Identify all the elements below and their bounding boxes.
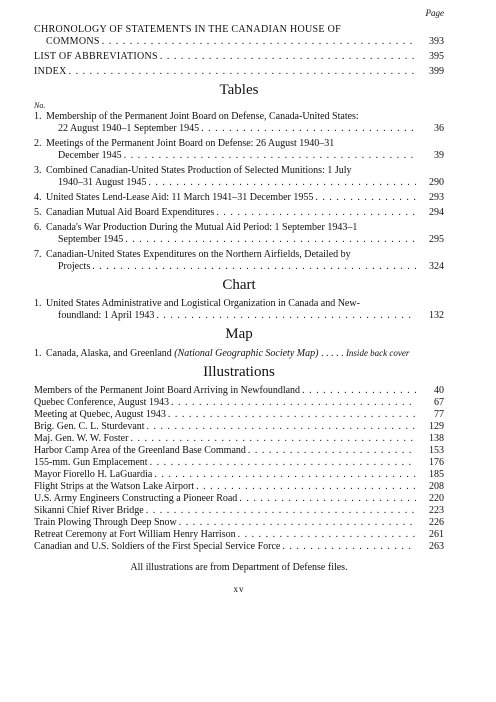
entry-page-number: 176 bbox=[429, 457, 444, 468]
entry-title-line2: 22 August 1940–1 September 1945 bbox=[58, 123, 200, 134]
entry-page-number: 77 bbox=[434, 409, 444, 420]
entry-number: 6. bbox=[34, 222, 42, 233]
entry-title-line2: COMMONS bbox=[46, 36, 100, 47]
entry-title-line1: Membership of the Permanent Joint Board on Defense, Canada-United States: bbox=[46, 111, 359, 122]
illustrations-list bbox=[34, 385, 444, 553]
entry-page-number: 395 bbox=[429, 51, 444, 62]
entry-page-number: 153 bbox=[429, 445, 444, 456]
entry-title: Quebec Conference, August 1943 bbox=[34, 397, 169, 408]
entry-page-number: 293 bbox=[429, 192, 444, 203]
entry-title: Flight Strips at the Watson Lake Airport bbox=[34, 481, 195, 492]
entry-number: 1. bbox=[34, 298, 42, 309]
entry-page-number: 294 bbox=[429, 207, 444, 218]
number-column-label: No. bbox=[34, 101, 46, 110]
page-folio: xv bbox=[233, 584, 245, 594]
entry-number: 1. bbox=[34, 111, 42, 122]
entry-title-line2: 1940–31 August 1945 bbox=[58, 177, 147, 188]
illustrations-source-note: All illustrations are from Department of Defense files. bbox=[130, 562, 348, 573]
entry-title: Canadian and U.S. Soldiers of the First Special Service Force bbox=[34, 541, 281, 552]
toc-entry-abbreviations bbox=[34, 51, 444, 63]
entry-number: 7. bbox=[34, 249, 42, 260]
entry-title-line2: Projects bbox=[58, 261, 91, 272]
entry-title: LIST OF ABBREVIATIONS bbox=[34, 51, 158, 62]
list-item bbox=[34, 421, 444, 433]
list-item bbox=[34, 529, 444, 541]
entry-title: Mayor Fiorello H. LaGuardia bbox=[34, 469, 153, 480]
map-entry-1 bbox=[34, 347, 444, 360]
entry-number: 1. bbox=[34, 348, 42, 359]
entry-page-number: 208 bbox=[429, 481, 444, 492]
list-item bbox=[34, 433, 444, 445]
table-entry-4 bbox=[34, 192, 444, 204]
entry-title: 155-mm. Gun Emplacement bbox=[34, 457, 148, 468]
entry-page-number: 223 bbox=[429, 505, 444, 516]
entry-title-line1: Canada's War Production During the Mutual Aid Period: 1 September 1943–1 bbox=[46, 222, 358, 233]
table-entry-7 bbox=[34, 249, 444, 273]
chart-entry-1 bbox=[34, 298, 444, 322]
entry-page-number: 295 bbox=[429, 234, 444, 245]
section-heading-tables: Tables bbox=[219, 82, 259, 98]
entry-page-number: 138 bbox=[429, 433, 444, 444]
entry-page-number: 261 bbox=[429, 529, 444, 540]
list-item bbox=[34, 481, 444, 493]
list-item bbox=[34, 493, 444, 505]
entry-title: Canadian Mutual Aid Board Expenditures bbox=[46, 207, 215, 218]
entry-title: Harbor Camp Area of the Greenland Base Command bbox=[34, 445, 246, 456]
section-heading-illustrations: Illustrations bbox=[203, 364, 275, 380]
list-item bbox=[34, 397, 444, 409]
entry-title: Brig. Gen. C. L. Sturdevant bbox=[34, 421, 145, 432]
entry-title: Meeting at Quebec, August 1943 bbox=[34, 409, 166, 420]
entry-page-number: 39 bbox=[434, 150, 444, 161]
section-heading-chart: Chart bbox=[222, 277, 256, 293]
entry-page-number: 220 bbox=[429, 493, 444, 504]
entry-number: 5. bbox=[34, 207, 42, 218]
entry-title-line1: Combined Canadian-United States Production of Selected Munitions: 1 July bbox=[46, 165, 352, 176]
entry-title: Retreat Ceremony at Fort William Henry Harrison bbox=[34, 529, 236, 540]
table-entry-5 bbox=[34, 207, 444, 219]
entry-page-number: 67 bbox=[434, 397, 444, 408]
page-column-header: Page bbox=[425, 8, 444, 18]
entry-page-location: Inside back cover bbox=[345, 348, 410, 358]
table-entry-1 bbox=[34, 111, 444, 135]
list-item bbox=[34, 385, 444, 397]
entry-page-number: 399 bbox=[429, 66, 444, 77]
entry-page-number: 290 bbox=[429, 177, 444, 188]
entry-title: Canada, Alaska, and Greenland bbox=[46, 348, 172, 359]
entry-page-number: 393 bbox=[429, 36, 444, 47]
entry-page-number: 185 bbox=[429, 469, 444, 480]
entry-page-number: 324 bbox=[429, 261, 444, 272]
entry-source: (National Geographic Society Map) bbox=[174, 348, 319, 359]
entry-leader: . . . . . bbox=[320, 348, 344, 359]
entry-title-line2: September 1945 bbox=[58, 234, 124, 245]
list-item bbox=[34, 457, 444, 469]
table-entry-2 bbox=[34, 138, 444, 162]
entry-title: Members of the Permanent Joint Board Arriving in Newfoundland bbox=[34, 385, 301, 396]
entry-number: 2. bbox=[34, 138, 42, 149]
section-heading-map: Map bbox=[225, 326, 253, 342]
entry-page-number: 263 bbox=[429, 541, 444, 552]
toc-entry-index bbox=[34, 66, 444, 78]
entry-number: 4. bbox=[34, 192, 42, 203]
entry-number: 3. bbox=[34, 165, 42, 176]
list-item bbox=[34, 517, 444, 529]
list-item bbox=[34, 469, 444, 481]
entry-page-number: 132 bbox=[429, 310, 444, 321]
entry-title-line2: December 1945 bbox=[58, 150, 122, 161]
entry-title-line2: foundland: 1 April 1943 bbox=[58, 310, 155, 321]
list-item bbox=[34, 409, 444, 421]
table-entry-3 bbox=[34, 165, 444, 189]
entry-title-line1: CHRONOLOGY OF STATEMENTS IN THE CANADIAN HOUSE OF bbox=[34, 24, 341, 35]
contents-page bbox=[34, 8, 444, 594]
entry-title-line1: United States Administrative and Logistical Organization in Canada and New- bbox=[46, 298, 360, 309]
table-entry-6 bbox=[34, 222, 444, 246]
entry-title: Maj. Gen. W. W. Foster bbox=[34, 433, 129, 444]
entry-page-number: 129 bbox=[429, 421, 444, 432]
toc-entry-chronology bbox=[34, 24, 444, 48]
entry-title: Train Plowing Through Deep Snow bbox=[34, 517, 177, 528]
entry-title: United States Lend-Lease Aid: 11 March 1941–31 December 1955 bbox=[46, 192, 314, 203]
list-item bbox=[34, 445, 444, 457]
entry-title: U.S. Army Engineers Constructing a Pioneer Road bbox=[34, 493, 238, 504]
entry-title-line1: Canadian-United States Expenditures on the Northern Airfields, Detailed by bbox=[46, 249, 351, 260]
entry-title: Sikanni Chief River Bridge bbox=[34, 505, 144, 516]
entry-page-number: 40 bbox=[434, 385, 444, 396]
list-item bbox=[34, 541, 444, 553]
entry-page-number: 226 bbox=[429, 517, 444, 528]
list-item bbox=[34, 505, 444, 517]
entry-page-number: 36 bbox=[434, 123, 444, 134]
entry-title-line1: Meetings of the Permanent Joint Board on Defense: 26 August 1940–31 bbox=[46, 138, 335, 149]
entry-title: INDEX bbox=[34, 66, 67, 77]
